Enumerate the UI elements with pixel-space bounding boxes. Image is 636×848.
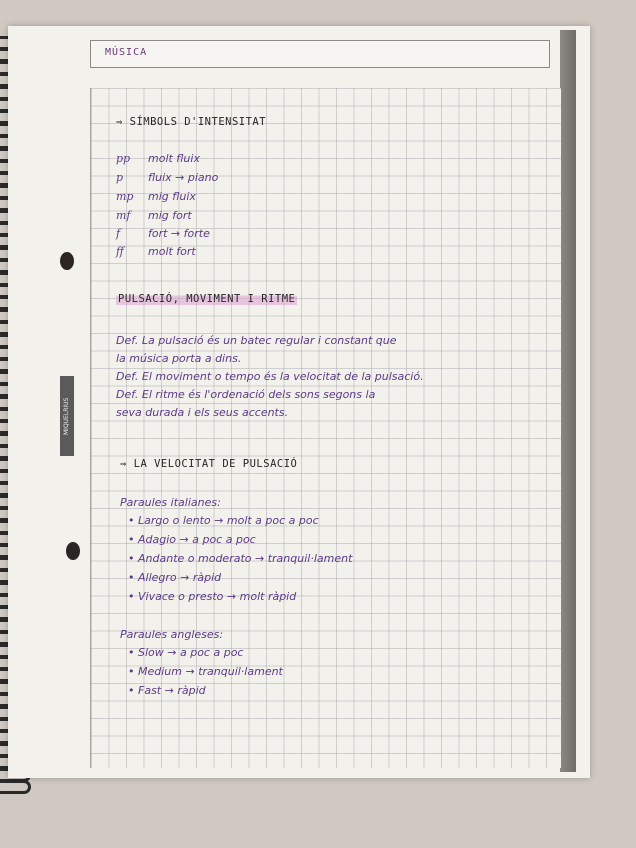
list-item: • Medium → tranquil·lament	[128, 665, 283, 678]
list-item: • Slow → a poc a poc	[128, 646, 244, 659]
dynamic-abbr: mf	[116, 209, 131, 222]
section-heading-intensity: ⇒ SÍMBOLS D'INTENSITAT	[116, 116, 267, 128]
brand-tab: MIQUELRIUS	[60, 376, 74, 456]
list-item-text: Adagio → a poc a poc	[138, 533, 256, 546]
section-heading-pulse	[116, 293, 297, 305]
punch-hole-bottom	[66, 542, 80, 560]
list-item: • Adagio → a poc a poc	[128, 533, 256, 546]
list-item: • Andante o moderato → tranquil·lament	[128, 552, 353, 565]
page-title: MÚSICA	[105, 47, 148, 58]
section-heading-pulse-text: PULSACIÓ, MOVIMENT I RITME	[118, 293, 296, 305]
list-item: • Allegro → ràpid	[128, 571, 222, 584]
definition-line: Def. La pulsació és un batec regular i constant que	[116, 334, 397, 347]
list-item: • Fast → ràpid	[128, 684, 206, 697]
notebook-page	[8, 26, 590, 778]
list-item-text: Fast → ràpid	[138, 684, 206, 697]
list-item-text: Largo o lento → molt a poc a poc	[138, 514, 319, 527]
definition-line: seva durada i els seus accents.	[116, 406, 289, 419]
list-item: • Largo o lento → molt a poc a poc	[128, 514, 319, 527]
dynamic-abbr: f	[116, 227, 121, 240]
section-heading-tempo: ⇒ LA VELOCITAT DE PULSACIÓ	[120, 458, 298, 470]
definition-line: Def. El ritme és l'ordenació dels sons segons la	[116, 388, 376, 401]
definition-line: la música porta a dins.	[116, 352, 242, 365]
spiral-ring	[0, 780, 31, 794]
page-edge-band	[560, 30, 576, 772]
list-item-text: Allegro → ràpid	[138, 571, 222, 584]
dynamic-abbr: pp	[116, 152, 131, 165]
dynamic-abbr: p	[116, 171, 124, 184]
dynamic-desc: molt fluix	[148, 152, 200, 165]
header-box	[90, 40, 550, 68]
dynamic-desc: mig fluix	[148, 190, 196, 203]
english-terms-title: Paraules angleses:	[120, 628, 224, 641]
list-item-text: Andante o moderato → tranquil·lament	[138, 552, 353, 565]
dynamic-desc: fort → forte	[148, 227, 210, 240]
dynamic-abbr: mp	[116, 190, 134, 203]
italian-terms-title: Paraules italianes:	[120, 496, 221, 509]
list-item-text: Slow → a poc a poc	[138, 646, 244, 659]
list-item: • Vivace o presto → molt ràpid	[128, 590, 297, 603]
dynamic-abbr: ff	[116, 245, 124, 258]
list-item-text: Vivace o presto → molt ràpid	[138, 590, 297, 603]
definition-line: Def. El moviment o tempo és la velocitat de la pulsació.	[116, 370, 424, 383]
punch-hole-top	[60, 252, 74, 270]
dynamic-desc: fluix → piano	[148, 171, 219, 184]
dynamic-desc: molt fort	[148, 245, 196, 258]
dynamic-desc: mig fort	[148, 209, 192, 222]
list-item-text: Medium → tranquil·lament	[138, 665, 283, 678]
